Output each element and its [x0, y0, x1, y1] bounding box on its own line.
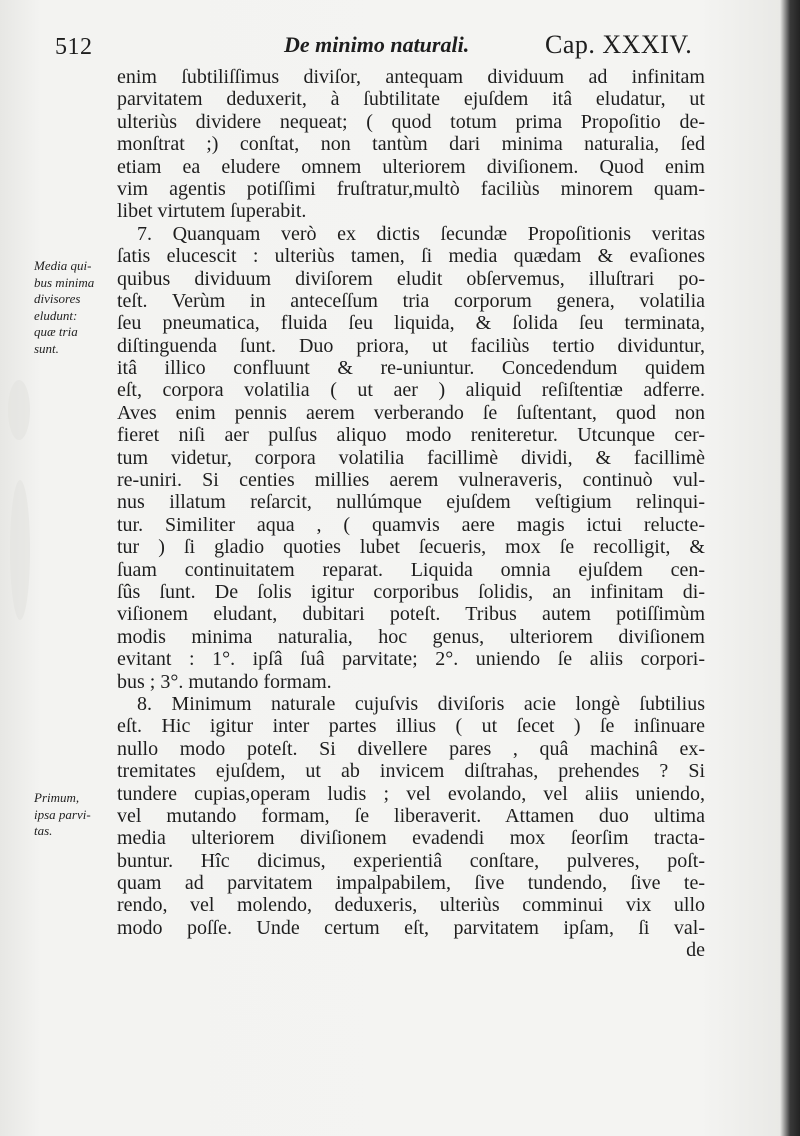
text-line: ulteriùs dividere nequeat; ( quod totum prima Propoſitio de-	[117, 110, 705, 133]
text-line: ſatis elucescit : ulteriùs tamen, ſi media quædam & evaſiones	[117, 245, 705, 268]
text-line: vim agentis potiſſimi fruſtratur,multò faciliùs minorem quam-	[117, 177, 705, 200]
text-line: 7. Quanquam verò ex dictis ſecundæ Propoſitionis veritas	[137, 222, 705, 245]
paragraph-7	[117, 223, 705, 693]
margin-note-line: bus minima	[34, 274, 95, 290]
margin-note-line: tas.	[34, 823, 53, 838]
chapter-label: Cap. XXXIV.	[545, 30, 693, 59]
text-line: quam ad parvitatem impalpabilem, ſive tundendo, ſive te-	[117, 872, 705, 895]
margin-note-line: divisores	[34, 291, 81, 306]
margin-note-line: Primum,	[34, 790, 80, 805]
text-line: monſtrat ;) conſtat, non tantùm dari minima naturalia, ſed	[117, 133, 705, 156]
margin-note-media	[34, 258, 116, 357]
text-line: buntur. Hîc dicimus, experientiâ conſtare, pulveres, poſt-	[117, 849, 705, 872]
text-line: nus illatum reſarcit, nullúmque ejuſdem veſtigium relinqui-	[117, 491, 705, 514]
text-line: eſt. Hic igitur inter partes illius ( ut ſecet ) ſe inſinuare	[117, 715, 705, 738]
paragraph-continuation	[117, 66, 705, 223]
text-line: quibus dividuum diviſorem eludit obſervemus, illuſtrari po-	[117, 267, 705, 290]
margin-note-line: ipsa parvi-	[34, 806, 91, 822]
text-line: re-uniri. Si centies millies aerem vulneraveris, continuò vul-	[117, 469, 705, 492]
text-line: evitant : 1°. ipſâ ſuâ parvitate; 2°. uniendo ſe aliis corpori-	[117, 648, 705, 671]
text-line: nullo modo poteſt. Si divellere pares , quâ machinâ ex-	[117, 737, 705, 760]
text-line: ſûs ſunt. De ſolis igitur corporibus ſolidis, an infinitam di-	[117, 580, 705, 603]
text-line: libet virtutem ſuperabit.	[117, 200, 307, 223]
text-line: media ulteriorem diviſionem evadendi mox ſeorſim tracta-	[117, 827, 705, 850]
margin-note-line: eludunt:	[34, 307, 78, 323]
text-line: tur. Similiter aqua , ( quamvis aere magis ictui reluctе-	[117, 513, 705, 536]
margin-note-line: sunt.	[34, 340, 59, 356]
text-line: tremitates ejuſdem, ut ab invicem diſtrahas, prehendes ? Si	[117, 760, 705, 783]
margin-note-line: quæ tria	[34, 324, 78, 339]
text-line: diſtinguenda ſunt. Duo priora, ut faciliùs tertio dividuntur,	[117, 334, 705, 357]
text-line: vel mutando formam, ſe liberaverit. Attamen duo ultima	[117, 804, 705, 827]
text-line: itâ illico confluunt & re-uniuntur. Concedendum quidem	[117, 357, 705, 380]
text-line: rendo, vel molendo, deduxeris, ulteriùs comminui vix ullo	[117, 894, 705, 917]
text-line: modo poſſe. Unde certum eſt, parvitatem ipſam, ſi val-	[117, 916, 705, 939]
text-line: viſionem eludant, dubitari poteſt. Tribus autem potiſſimùm	[117, 603, 705, 626]
text-line: teſt. Verùm in anteceſſum tria corporum genera, volatilia	[117, 289, 705, 312]
text-line: enim ſubtiliſſimus diviſor, antequam dividuum ad infinitam	[117, 66, 705, 88]
text-line: tur ) ſi gladio quoties lubet ſecueris, mox ſe recolligit, &	[117, 536, 705, 559]
text-line: 8. Minimum naturale cujuſvis diviſoris acie longè ſubtilius	[137, 692, 705, 715]
running-head	[0, 28, 800, 68]
text-line: modis minima naturalia, hoc genus, ulteriorem diviſionem	[117, 625, 705, 648]
text-line: Aves enim pennis aerem verberando ſe ſuſtentant, quod non	[117, 401, 705, 424]
text-line: ſuam continuitatem reparat. Liquida omnia ejuſdem cen-	[117, 558, 705, 581]
catchword: de	[686, 939, 705, 962]
text-line: tundere cupias,operam ludis ; vel evolando, vel aliis uniendo,	[117, 782, 705, 805]
text-line: fieret niſi aer pulſus aliquo modo reniteretur. Utcunque cer-	[117, 424, 705, 447]
text-line: parvitatem deduxerit, à ſubtilitate ejuſdem itâ eludatur, ut	[117, 88, 705, 111]
text-line: etiam ea eludere omnem ulteriorem diviſionem. Quod enim	[117, 155, 705, 178]
running-title: De minimo naturali.	[284, 32, 470, 57]
paragraph-8	[117, 693, 705, 939]
page-smudge	[10, 480, 30, 620]
margin-note-line: Media qui-	[34, 258, 92, 273]
page-smudge	[8, 380, 30, 440]
text-line: ſeu pneumatica, fluida ſeu liquida, & ſolida ſeu terminata,	[117, 312, 705, 335]
text-line: bus ; 3°. mutando formam.	[117, 670, 332, 693]
text-line: tum videtur, corpora volatilia facillimè dividi, & facillimè	[117, 446, 705, 469]
body-text	[117, 66, 705, 962]
margin-note-primum	[34, 790, 116, 840]
text-line: eſt, corpora volatilia ( ut aer ) aliquid reſiſtentiæ adferre.	[117, 379, 705, 402]
page-number: 512	[55, 34, 93, 60]
